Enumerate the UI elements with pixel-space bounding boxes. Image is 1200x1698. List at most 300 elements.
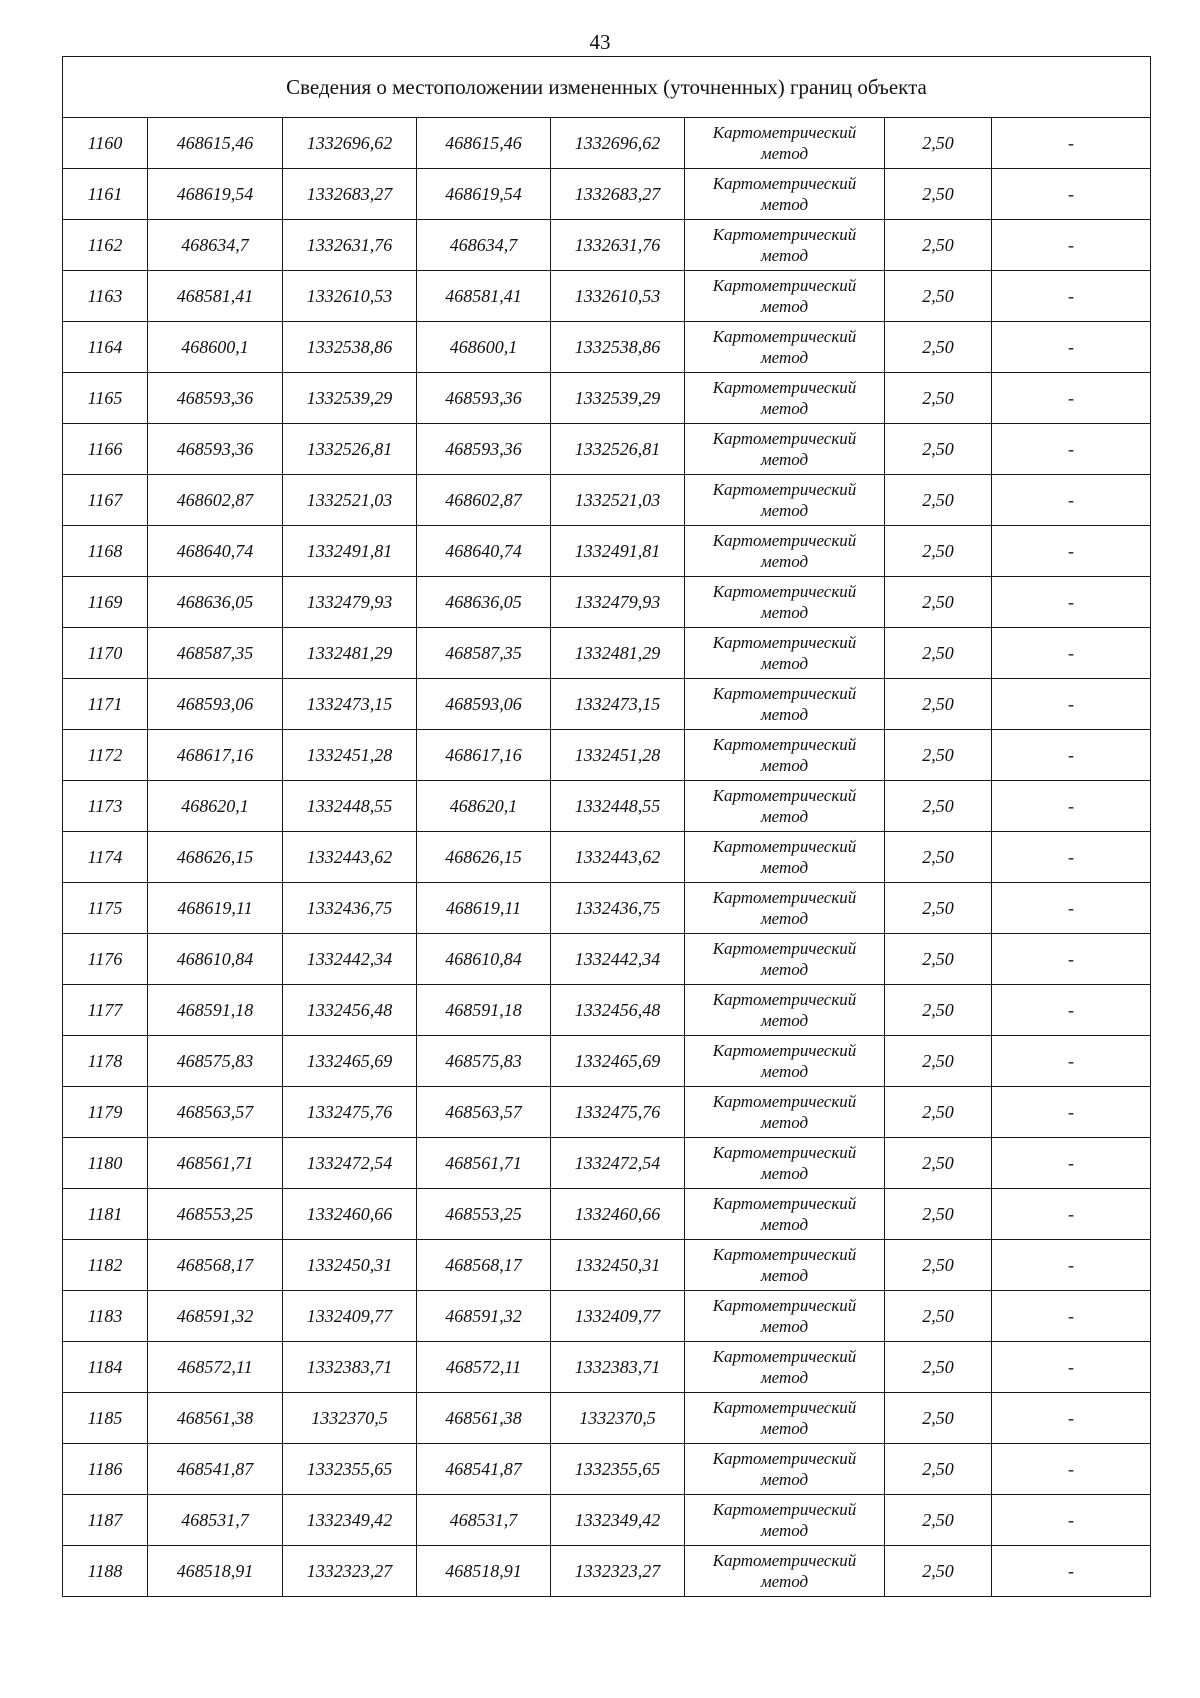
refined-y-cell: 1332539,29 xyxy=(551,373,685,424)
table-row xyxy=(63,679,1151,730)
method-line-2: метод xyxy=(760,195,809,214)
point-number-cell: 1187 xyxy=(63,1495,148,1546)
refined-y-cell: 1332526,81 xyxy=(551,424,685,475)
method-line-2: метод xyxy=(760,348,809,367)
accuracy-cell: 2,50 xyxy=(885,781,992,832)
method-cell xyxy=(685,1240,885,1291)
method-cell xyxy=(685,1036,885,1087)
method-line-1: Картометрический xyxy=(712,786,857,805)
description-cell: - xyxy=(992,475,1151,526)
existing-y-cell: 1332442,34 xyxy=(283,934,417,985)
refined-x-cell: 468563,57 xyxy=(417,1087,551,1138)
description-cell: - xyxy=(992,169,1151,220)
coordinates-table xyxy=(62,56,1151,1597)
existing-y-cell: 1332349,42 xyxy=(283,1495,417,1546)
method-line-1: Картометрический xyxy=(712,1296,857,1315)
refined-y-cell: 1332610,53 xyxy=(551,271,685,322)
method-line-1: Картометрический xyxy=(712,837,857,856)
description-cell: - xyxy=(992,424,1151,475)
point-number-cell: 1171 xyxy=(63,679,148,730)
table-title-row xyxy=(63,57,1151,118)
accuracy-cell: 2,50 xyxy=(885,934,992,985)
method-line-1: Картометрический xyxy=(712,735,857,754)
method-line-2: метод xyxy=(760,705,809,724)
method-cell xyxy=(685,220,885,271)
existing-x-cell: 468587,35 xyxy=(148,628,283,679)
point-number-cell: 1178 xyxy=(63,1036,148,1087)
existing-y-cell: 1332443,62 xyxy=(283,832,417,883)
method-cell xyxy=(685,934,885,985)
refined-y-cell: 1332370,5 xyxy=(551,1393,685,1444)
method-line-1: Картометрический xyxy=(712,684,857,703)
method-line-1: Картометрический xyxy=(712,582,857,601)
refined-y-cell: 1332355,65 xyxy=(551,1444,685,1495)
existing-y-cell: 1332696,62 xyxy=(283,118,417,169)
method-line-2: метод xyxy=(760,450,809,469)
refined-y-cell: 1332451,28 xyxy=(551,730,685,781)
table-row xyxy=(63,526,1151,577)
accuracy-cell: 2,50 xyxy=(885,1087,992,1138)
existing-x-cell: 468593,06 xyxy=(148,679,283,730)
existing-x-cell: 468553,25 xyxy=(148,1189,283,1240)
refined-x-cell: 468518,91 xyxy=(417,1546,551,1597)
refined-x-cell: 468572,11 xyxy=(417,1342,551,1393)
existing-x-cell: 468640,74 xyxy=(148,526,283,577)
refined-y-cell: 1332436,75 xyxy=(551,883,685,934)
method-line-1: Картометрический xyxy=(712,1398,857,1417)
accuracy-cell: 2,50 xyxy=(885,985,992,1036)
table-row xyxy=(63,1138,1151,1189)
existing-x-cell: 468634,7 xyxy=(148,220,283,271)
table-row xyxy=(63,118,1151,169)
existing-y-cell: 1332683,27 xyxy=(283,169,417,220)
method-line-2: метод xyxy=(760,1113,809,1132)
refined-x-cell: 468600,1 xyxy=(417,322,551,373)
point-number-cell: 1170 xyxy=(63,628,148,679)
point-number-cell: 1173 xyxy=(63,781,148,832)
existing-x-cell: 468561,38 xyxy=(148,1393,283,1444)
existing-x-cell: 468600,1 xyxy=(148,322,283,373)
point-number-cell: 1168 xyxy=(63,526,148,577)
accuracy-cell: 2,50 xyxy=(885,271,992,322)
existing-x-cell: 468610,84 xyxy=(148,934,283,985)
accuracy-cell: 2,50 xyxy=(885,526,992,577)
point-number-cell: 1162 xyxy=(63,220,148,271)
existing-x-cell: 468591,32 xyxy=(148,1291,283,1342)
method-cell xyxy=(685,1189,885,1240)
existing-y-cell: 1332539,29 xyxy=(283,373,417,424)
accuracy-cell: 2,50 xyxy=(885,1138,992,1189)
method-line-1: Картометрический xyxy=(712,1092,857,1111)
description-cell: - xyxy=(992,373,1151,424)
existing-y-cell: 1332479,93 xyxy=(283,577,417,628)
method-line-2: метод xyxy=(760,1164,809,1183)
refined-x-cell: 468619,54 xyxy=(417,169,551,220)
method-line-2: метод xyxy=(760,501,809,520)
point-number-cell: 1165 xyxy=(63,373,148,424)
description-cell: - xyxy=(992,1342,1151,1393)
point-number-cell: 1183 xyxy=(63,1291,148,1342)
existing-x-cell: 468591,18 xyxy=(148,985,283,1036)
existing-x-cell: 468581,41 xyxy=(148,271,283,322)
existing-y-cell: 1332323,27 xyxy=(283,1546,417,1597)
refined-y-cell: 1332481,29 xyxy=(551,628,685,679)
point-number-cell: 1182 xyxy=(63,1240,148,1291)
refined-x-cell: 468626,15 xyxy=(417,832,551,883)
refined-y-cell: 1332448,55 xyxy=(551,781,685,832)
accuracy-cell: 2,50 xyxy=(885,1495,992,1546)
accuracy-cell: 2,50 xyxy=(885,373,992,424)
method-cell xyxy=(685,475,885,526)
point-number-cell: 1167 xyxy=(63,475,148,526)
refined-x-cell: 468591,18 xyxy=(417,985,551,1036)
existing-y-cell: 1332475,76 xyxy=(283,1087,417,1138)
point-number-cell: 1169 xyxy=(63,577,148,628)
description-cell: - xyxy=(992,1138,1151,1189)
existing-y-cell: 1332370,5 xyxy=(283,1393,417,1444)
method-line-2: метод xyxy=(760,552,809,571)
refined-y-cell: 1332450,31 xyxy=(551,1240,685,1291)
refined-y-cell: 1332696,62 xyxy=(551,118,685,169)
method-line-2: метод xyxy=(760,144,809,163)
point-number-cell: 1181 xyxy=(63,1189,148,1240)
method-line-1: Картометрический xyxy=(712,123,857,142)
accuracy-cell: 2,50 xyxy=(885,169,992,220)
existing-y-cell: 1332451,28 xyxy=(283,730,417,781)
refined-x-cell: 468593,36 xyxy=(417,424,551,475)
method-line-2: метод xyxy=(760,1470,809,1489)
method-cell xyxy=(685,1138,885,1189)
table-row xyxy=(63,373,1151,424)
description-cell: - xyxy=(992,1240,1151,1291)
description-cell: - xyxy=(992,985,1151,1036)
refined-y-cell: 1332538,86 xyxy=(551,322,685,373)
accuracy-cell: 2,50 xyxy=(885,220,992,271)
existing-x-cell: 468541,87 xyxy=(148,1444,283,1495)
accuracy-cell: 2,50 xyxy=(885,1036,992,1087)
point-number-cell: 1180 xyxy=(63,1138,148,1189)
method-line-1: Картометрический xyxy=(712,939,857,958)
existing-y-cell: 1332610,53 xyxy=(283,271,417,322)
refined-y-cell: 1332383,71 xyxy=(551,1342,685,1393)
method-line-1: Картометрический xyxy=(712,276,857,295)
method-cell xyxy=(685,781,885,832)
description-cell: - xyxy=(992,628,1151,679)
refined-y-cell: 1332323,27 xyxy=(551,1546,685,1597)
existing-y-cell: 1332450,31 xyxy=(283,1240,417,1291)
description-cell: - xyxy=(992,1393,1151,1444)
table-row xyxy=(63,628,1151,679)
method-cell xyxy=(685,985,885,1036)
accuracy-cell: 2,50 xyxy=(885,1393,992,1444)
description-cell: - xyxy=(992,526,1151,577)
description-cell: - xyxy=(992,1087,1151,1138)
existing-y-cell: 1332465,69 xyxy=(283,1036,417,1087)
method-line-1: Картометрический xyxy=(712,1449,857,1468)
refined-y-cell: 1332683,27 xyxy=(551,169,685,220)
refined-x-cell: 468617,16 xyxy=(417,730,551,781)
existing-x-cell: 468572,11 xyxy=(148,1342,283,1393)
refined-y-cell: 1332460,66 xyxy=(551,1189,685,1240)
method-line-1: Картометрический xyxy=(712,1245,857,1264)
table-row xyxy=(63,220,1151,271)
table-row xyxy=(63,322,1151,373)
point-number-cell: 1186 xyxy=(63,1444,148,1495)
accuracy-cell: 2,50 xyxy=(885,1240,992,1291)
method-line-2: метод xyxy=(760,1368,809,1387)
refined-x-cell: 468593,36 xyxy=(417,373,551,424)
refined-x-cell: 468615,46 xyxy=(417,118,551,169)
method-line-1: Картометрический xyxy=(712,1500,857,1519)
refined-x-cell: 468575,83 xyxy=(417,1036,551,1087)
refined-y-cell: 1332442,34 xyxy=(551,934,685,985)
existing-y-cell: 1332409,77 xyxy=(283,1291,417,1342)
table-row xyxy=(63,1546,1151,1597)
refined-x-cell: 468640,74 xyxy=(417,526,551,577)
existing-y-cell: 1332436,75 xyxy=(283,883,417,934)
method-cell xyxy=(685,832,885,883)
table-row xyxy=(63,577,1151,628)
refined-x-cell: 468581,41 xyxy=(417,271,551,322)
table-row xyxy=(63,1393,1151,1444)
point-number-cell: 1175 xyxy=(63,883,148,934)
description-cell: - xyxy=(992,1444,1151,1495)
accuracy-cell: 2,50 xyxy=(885,1546,992,1597)
table-row xyxy=(63,1036,1151,1087)
method-line-2: метод xyxy=(760,909,809,928)
existing-x-cell: 468568,17 xyxy=(148,1240,283,1291)
method-line-1: Картометрический xyxy=(712,174,857,193)
refined-x-cell: 468620,1 xyxy=(417,781,551,832)
point-number-cell: 1166 xyxy=(63,424,148,475)
refined-x-cell: 468568,17 xyxy=(417,1240,551,1291)
refined-y-cell: 1332473,15 xyxy=(551,679,685,730)
method-line-2: метод xyxy=(760,246,809,265)
accuracy-cell: 2,50 xyxy=(885,1189,992,1240)
method-line-1: Картометрический xyxy=(712,990,857,1009)
description-cell: - xyxy=(992,679,1151,730)
point-number-cell: 1164 xyxy=(63,322,148,373)
method-line-2: метод xyxy=(760,399,809,418)
existing-y-cell: 1332473,15 xyxy=(283,679,417,730)
method-line-1: Картометрический xyxy=(712,633,857,652)
existing-x-cell: 468617,16 xyxy=(148,730,283,781)
method-line-2: метод xyxy=(760,297,809,316)
method-line-1: Картометрический xyxy=(712,1347,857,1366)
method-line-2: метод xyxy=(760,960,809,979)
refined-y-cell: 1332472,54 xyxy=(551,1138,685,1189)
description-cell: - xyxy=(992,781,1151,832)
existing-y-cell: 1332456,48 xyxy=(283,985,417,1036)
method-cell xyxy=(685,883,885,934)
method-cell xyxy=(685,1495,885,1546)
table-row xyxy=(63,1240,1151,1291)
method-line-2: метод xyxy=(760,1266,809,1285)
method-cell xyxy=(685,1342,885,1393)
method-cell xyxy=(685,322,885,373)
point-number-cell: 1184 xyxy=(63,1342,148,1393)
table-row xyxy=(63,1189,1151,1240)
method-line-2: метод xyxy=(760,1062,809,1081)
existing-x-cell: 468561,71 xyxy=(148,1138,283,1189)
method-line-1: Картометрический xyxy=(712,531,857,550)
existing-y-cell: 1332448,55 xyxy=(283,781,417,832)
refined-x-cell: 468619,11 xyxy=(417,883,551,934)
point-number-cell: 1176 xyxy=(63,934,148,985)
existing-x-cell: 468636,05 xyxy=(148,577,283,628)
accuracy-cell: 2,50 xyxy=(885,475,992,526)
method-line-1: Картометрический xyxy=(712,888,857,907)
description-cell: - xyxy=(992,322,1151,373)
table-title: Сведения о местоположении измененных (уточненных) границ объекта xyxy=(63,57,1151,118)
accuracy-cell: 2,50 xyxy=(885,322,992,373)
method-cell xyxy=(685,1393,885,1444)
existing-x-cell: 468620,1 xyxy=(148,781,283,832)
existing-y-cell: 1332538,86 xyxy=(283,322,417,373)
refined-y-cell: 1332631,76 xyxy=(551,220,685,271)
accuracy-cell: 2,50 xyxy=(885,577,992,628)
existing-x-cell: 468575,83 xyxy=(148,1036,283,1087)
table-row xyxy=(63,424,1151,475)
point-number-cell: 1185 xyxy=(63,1393,148,1444)
refined-y-cell: 1332475,76 xyxy=(551,1087,685,1138)
description-cell: - xyxy=(992,1546,1151,1597)
method-cell xyxy=(685,526,885,577)
existing-y-cell: 1332472,54 xyxy=(283,1138,417,1189)
table-row xyxy=(63,781,1151,832)
refined-x-cell: 468636,05 xyxy=(417,577,551,628)
existing-x-cell: 468615,46 xyxy=(148,118,283,169)
description-cell: - xyxy=(992,730,1151,781)
method-cell xyxy=(685,1444,885,1495)
refined-x-cell: 468593,06 xyxy=(417,679,551,730)
method-line-2: метод xyxy=(760,1317,809,1336)
description-cell: - xyxy=(992,1189,1151,1240)
refined-x-cell: 468634,7 xyxy=(417,220,551,271)
description-cell: - xyxy=(992,1036,1151,1087)
description-cell: - xyxy=(992,271,1151,322)
table-row xyxy=(63,1087,1151,1138)
method-line-1: Картометрический xyxy=(712,327,857,346)
accuracy-cell: 2,50 xyxy=(885,628,992,679)
table-row xyxy=(63,883,1151,934)
method-cell xyxy=(685,679,885,730)
method-cell xyxy=(685,169,885,220)
refined-y-cell: 1332349,42 xyxy=(551,1495,685,1546)
method-line-1: Картометрический xyxy=(712,1143,857,1162)
point-number-cell: 1188 xyxy=(63,1546,148,1597)
method-cell xyxy=(685,628,885,679)
method-cell xyxy=(685,730,885,781)
refined-y-cell: 1332409,77 xyxy=(551,1291,685,1342)
accuracy-cell: 2,50 xyxy=(885,1444,992,1495)
table-row xyxy=(63,169,1151,220)
method-line-1: Картометрический xyxy=(712,1194,857,1213)
description-cell: - xyxy=(992,577,1151,628)
refined-y-cell: 1332491,81 xyxy=(551,526,685,577)
method-line-2: метод xyxy=(760,654,809,673)
method-line-2: метод xyxy=(760,858,809,877)
existing-y-cell: 1332491,81 xyxy=(283,526,417,577)
refined-x-cell: 468561,38 xyxy=(417,1393,551,1444)
method-line-2: метод xyxy=(760,756,809,775)
table-row xyxy=(63,832,1151,883)
point-number-cell: 1163 xyxy=(63,271,148,322)
method-line-2: метод xyxy=(760,603,809,622)
refined-y-cell: 1332443,62 xyxy=(551,832,685,883)
refined-y-cell: 1332521,03 xyxy=(551,475,685,526)
method-cell xyxy=(685,424,885,475)
existing-y-cell: 1332521,03 xyxy=(283,475,417,526)
refined-x-cell: 468610,84 xyxy=(417,934,551,985)
accuracy-cell: 2,50 xyxy=(885,730,992,781)
method-cell xyxy=(685,118,885,169)
existing-x-cell: 468602,87 xyxy=(148,475,283,526)
method-line-2: метод xyxy=(760,807,809,826)
existing-x-cell: 468619,54 xyxy=(148,169,283,220)
accuracy-cell: 2,50 xyxy=(885,832,992,883)
refined-x-cell: 468531,7 xyxy=(417,1495,551,1546)
existing-y-cell: 1332631,76 xyxy=(283,220,417,271)
table-row xyxy=(63,475,1151,526)
refined-x-cell: 468602,87 xyxy=(417,475,551,526)
existing-x-cell: 468563,57 xyxy=(148,1087,283,1138)
method-cell xyxy=(685,1546,885,1597)
existing-x-cell: 468593,36 xyxy=(148,373,283,424)
existing-y-cell: 1332481,29 xyxy=(283,628,417,679)
refined-x-cell: 468541,87 xyxy=(417,1444,551,1495)
existing-x-cell: 468593,36 xyxy=(148,424,283,475)
method-line-2: метод xyxy=(760,1419,809,1438)
point-number-cell: 1174 xyxy=(63,832,148,883)
description-cell: - xyxy=(992,1291,1151,1342)
table-row xyxy=(63,271,1151,322)
method-line-1: Картометрический xyxy=(712,429,857,448)
description-cell: - xyxy=(992,883,1151,934)
refined-y-cell: 1332465,69 xyxy=(551,1036,685,1087)
method-cell xyxy=(685,577,885,628)
table-row xyxy=(63,1495,1151,1546)
existing-x-cell: 468619,11 xyxy=(148,883,283,934)
refined-x-cell: 468561,71 xyxy=(417,1138,551,1189)
method-line-2: метод xyxy=(760,1011,809,1030)
description-cell: - xyxy=(992,1495,1151,1546)
accuracy-cell: 2,50 xyxy=(885,679,992,730)
existing-x-cell: 468518,91 xyxy=(148,1546,283,1597)
page-number: 43 xyxy=(589,30,611,54)
point-number-cell: 1177 xyxy=(63,985,148,1036)
table-row xyxy=(63,1444,1151,1495)
table-row xyxy=(63,934,1151,985)
description-cell: - xyxy=(992,118,1151,169)
existing-y-cell: 1332460,66 xyxy=(283,1189,417,1240)
accuracy-cell: 2,50 xyxy=(885,1342,992,1393)
method-line-1: Картометрический xyxy=(712,378,857,397)
method-line-1: Картометрический xyxy=(712,1551,857,1570)
point-number-cell: 1161 xyxy=(63,169,148,220)
existing-x-cell: 468531,7 xyxy=(148,1495,283,1546)
description-cell: - xyxy=(992,220,1151,271)
existing-y-cell: 1332383,71 xyxy=(283,1342,417,1393)
refined-x-cell: 468591,32 xyxy=(417,1291,551,1342)
point-number-cell: 1172 xyxy=(63,730,148,781)
table-row xyxy=(63,1291,1151,1342)
method-line-1: Картометрический xyxy=(712,225,857,244)
accuracy-cell: 2,50 xyxy=(885,118,992,169)
point-number-cell: 1160 xyxy=(63,118,148,169)
accuracy-cell: 2,50 xyxy=(885,883,992,934)
table-row xyxy=(63,1342,1151,1393)
